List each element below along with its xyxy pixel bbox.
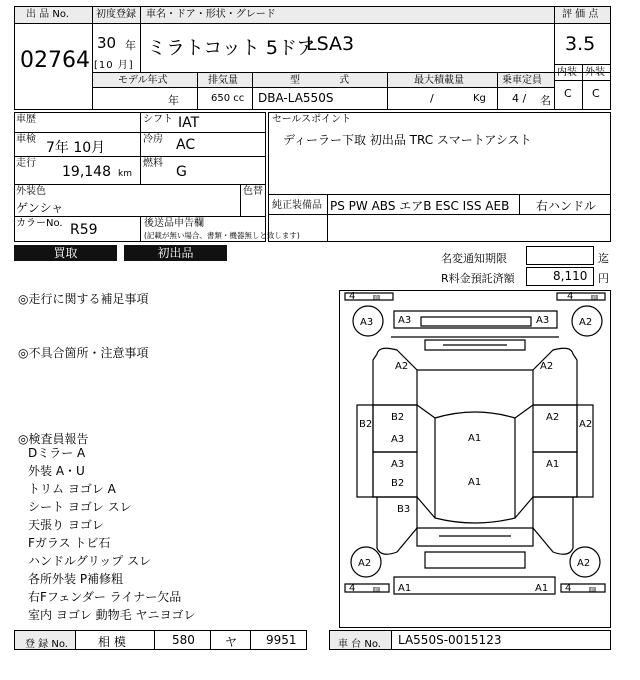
history-label: 車歴 <box>16 114 36 125</box>
equipment-label: 純正装備品 <box>272 200 322 211</box>
code-door-left-rear-2: B2 <box>391 478 405 489</box>
inspection-value: 7年 10月 <box>46 140 106 156</box>
sales-point-label: セールスポイント <box>272 114 352 125</box>
code-door-left-front-2: A3 <box>391 434 405 445</box>
reg-year: 30 <box>97 34 117 52</box>
code-front-tire-right: A2 <box>579 317 593 328</box>
inspector-title: ◎検査員報告 <box>18 432 89 446</box>
code-fender-right: A2 <box>540 361 554 372</box>
first-listing-badge: 初出品 <box>124 245 227 261</box>
code-front-tire-left: A3 <box>360 317 374 328</box>
tread-unit: ㎜ <box>591 293 598 301</box>
tread-unit: ㎜ <box>373 585 380 593</box>
docs-note: (記載が無い場合、書類・機器無しと致します) <box>144 231 300 240</box>
score-label: 評 価 点 <box>562 9 599 20</box>
tread-rear-right: 4 <box>565 583 572 594</box>
code-door-right-rear: A1 <box>546 459 560 470</box>
steering-value: 右ハンドル <box>536 199 597 213</box>
report-line: 天張り ヨゴレ <box>28 518 104 532</box>
reg-label: 登 録 No. <box>25 639 68 650</box>
driving-notes-title: ◎走行に関する補足事項 <box>18 292 149 306</box>
defects-title: ◎不具合箇所・注意事項 <box>18 346 149 360</box>
displacement-label: 排気量 <box>208 75 238 86</box>
color-no-label: カラーNo. <box>16 218 63 229</box>
equipment-value: PS PW ABS エアB ESC ISS AEB <box>330 199 510 213</box>
sales-point-text: ディーラー下取 初出品 TRC スマートアシスト <box>283 133 532 147</box>
code-door-left-rear: A3 <box>391 459 405 470</box>
name-change-unit: 迄 <box>598 252 609 265</box>
code-fender-left: A2 <box>395 361 409 372</box>
rear-bumper <box>394 577 555 594</box>
load-unit: Kg <box>473 93 486 104</box>
car-diagram <box>339 290 611 628</box>
code-roof-rear: A1 <box>468 477 482 488</box>
model-year-label: モデル年式 <box>118 75 168 86</box>
right-quarter <box>533 497 577 554</box>
reg-month: [10 月] <box>94 60 134 71</box>
buy-badge: 買取 <box>14 245 117 261</box>
roof <box>435 412 515 523</box>
recycle-unit: 円 <box>598 272 609 285</box>
code-rear-tire-left: A2 <box>358 558 372 569</box>
shift-value: IAT <box>178 115 200 131</box>
type-label: 型 式 <box>290 75 368 86</box>
mileage-unit: km <box>118 169 132 179</box>
interior-label: 内装 <box>557 67 577 78</box>
ac-value: AC <box>176 137 196 153</box>
reg-number: 9951 <box>266 633 297 647</box>
fuel-value: G <box>176 164 187 180</box>
first-reg-label: 初度登録 <box>96 9 136 20</box>
recycle-amount: 8,110 <box>553 269 588 283</box>
report-line: 右Fフェンダー ライナー欠品 <box>28 590 182 604</box>
model-type: DBA-LA550S <box>258 91 334 105</box>
tread-rear-left: 4 <box>349 583 356 594</box>
name-change-box <box>526 246 594 265</box>
tread-front-left: 4 <box>349 291 356 302</box>
inspection-label: 車検 <box>16 134 36 145</box>
right-fender <box>533 348 577 405</box>
code-roof: A1 <box>468 433 482 444</box>
displacement: 650 cc <box>211 93 245 104</box>
left-fender <box>373 348 417 405</box>
tread-front-right: 4 <box>567 291 574 302</box>
car-grade: LSA3 <box>306 33 355 55</box>
reg-area: 相 模 <box>98 635 126 649</box>
code-quarter-left: B3 <box>397 504 411 515</box>
report-line: Fガラス トビ石 <box>28 536 111 550</box>
capacity: 4 / <box>512 92 527 105</box>
code-sill-left: B2 <box>359 419 373 430</box>
code-door-left-front: B2 <box>391 412 405 423</box>
car-name-label: 車名・ドア・形状・グレード <box>146 9 276 20</box>
lot-label: 出 品 No. <box>26 9 69 20</box>
color-no-value: R59 <box>70 222 98 238</box>
shift-label: シフト <box>143 114 173 125</box>
tread-unit: ㎜ <box>373 293 380 301</box>
max-load-label: 最大積載量 <box>414 75 464 86</box>
code-door-right-front: A2 <box>546 412 560 423</box>
rear-gate <box>417 528 533 546</box>
code-front-bumper-left: A3 <box>398 315 412 326</box>
interior-grade: C <box>564 87 572 100</box>
reg-kana: ヤ <box>225 635 238 649</box>
report-line: トリム ヨゴレ A <box>28 482 116 496</box>
tread-unit: ㎜ <box>589 585 596 593</box>
car-name: ミラトコット 5ドア <box>147 37 316 59</box>
report-line: 各所外装 P補修粗 <box>28 572 124 586</box>
code-rear-bumper-left: A1 <box>398 583 412 594</box>
left-quarter <box>373 497 417 554</box>
code-rear-bumper-right: A1 <box>535 583 549 594</box>
load-slash: / <box>430 92 434 105</box>
mileage-label: 走行 <box>16 158 36 169</box>
docs-label: 後送品申告欄 <box>144 218 204 229</box>
model-year-unit: 年 <box>168 94 179 107</box>
capacity-unit: 名 <box>540 94 551 107</box>
reg-class: 580 <box>172 633 195 647</box>
color-value: ゲンシャ <box>16 201 64 215</box>
report-line: Dミラー A <box>28 446 86 460</box>
mileage-value: 19,148 <box>62 164 111 180</box>
report-line: ハンドルグリップ スレ <box>28 554 152 568</box>
exterior-label: 外装 <box>585 67 605 78</box>
color-label: 外装色 <box>16 186 46 197</box>
exterior-grade: C <box>592 87 600 100</box>
color-change-label: 色替 <box>243 186 263 197</box>
reg-year-unit: 年 <box>125 39 136 52</box>
chassis-number: LA550S-0015123 <box>398 633 502 647</box>
report-line: 外装 A・U <box>28 464 85 478</box>
score-value: 3.5 <box>565 33 596 55</box>
lot-number: 02764 <box>20 48 90 73</box>
name-change-label: 名変通知期限 <box>441 252 507 265</box>
report-line: シート ヨゴレ スレ <box>28 500 132 514</box>
code-rear-tire-right: A2 <box>577 558 591 569</box>
recycle-label: R料金預託済額 <box>441 272 515 285</box>
chassis-label: 車 台 No. <box>338 639 381 650</box>
code-sill-right: A2 <box>579 419 593 430</box>
ac-label: 冷房 <box>143 134 163 145</box>
capacity-label: 乗車定員 <box>502 75 542 86</box>
fuel-label: 燃料 <box>143 158 163 169</box>
report-line: 室内 ヨゴレ 動物毛 ヤニヨゴレ <box>28 608 196 622</box>
code-front-bumper-right: A3 <box>536 315 550 326</box>
